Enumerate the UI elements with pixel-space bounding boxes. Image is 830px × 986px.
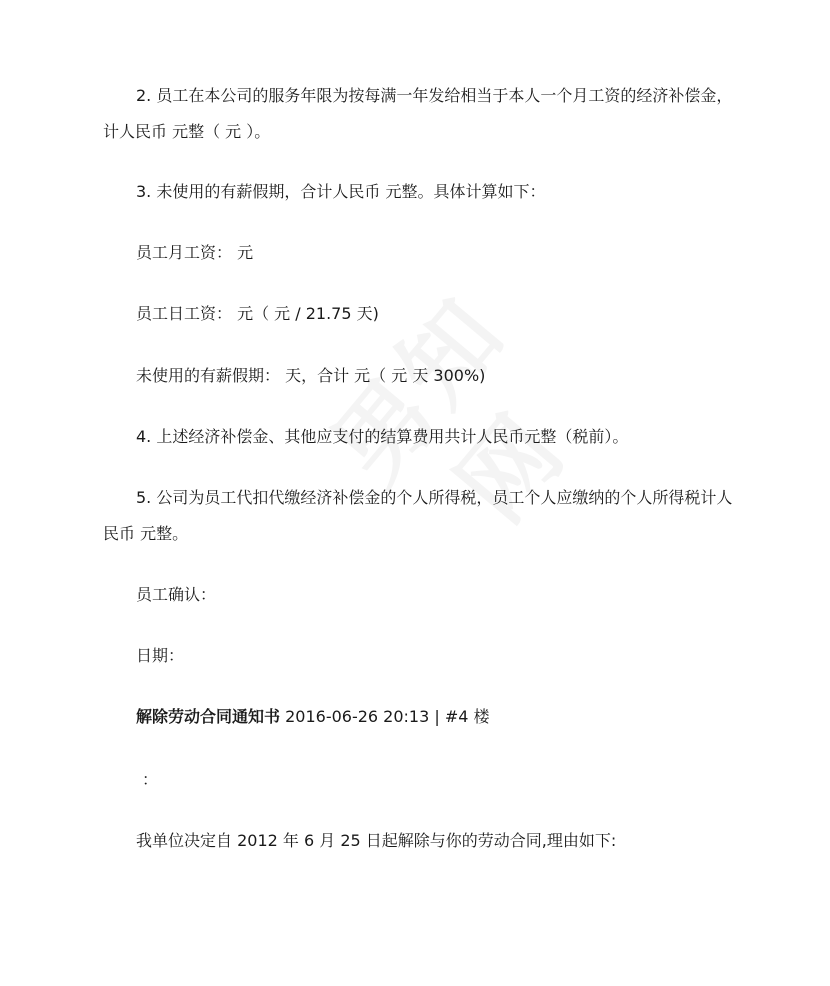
item-5-line-1: 5. 公司为员工代扣代缴经济补偿金的个人所得税，员工个人应缴纳的个人所得税计人 xyxy=(136,488,733,507)
unused-leave-line: 未使用的有薪假期： 天，合计 元（ 元 天 300%) xyxy=(136,366,486,385)
notice-text: 我单位决定自 2012 年 6 月 25 日起解除与你的劳动合同,理由如下: xyxy=(136,831,617,850)
paragraph-item-2 xyxy=(103,78,733,150)
date-label: 日期： xyxy=(136,646,185,665)
item-2-line-1: 2. 员工在本公司的服务年限为按每满一年发给相当于本人一个月工资的经济补偿金， xyxy=(136,86,733,105)
paragraph-item-3: 3. 未使用的有薪假期，合计人民币 元整。具体计算如下： xyxy=(136,182,546,201)
post-header xyxy=(136,699,736,735)
employee-confirm-label: 员工确认： xyxy=(136,585,217,604)
monthly-wage-line: 员工月工资： 元 xyxy=(136,243,254,262)
post-meta: 2016-06-26 20:13 | #4 楼 xyxy=(280,707,490,726)
paragraph-item-4: 4. 上述经济补偿金、其他应支付的结算费用共计人民币元整（税前）。 xyxy=(136,427,629,446)
item-2-line-2: 计人民币 元整（ 元 ）。 xyxy=(103,122,271,141)
item-5-line-2: 民币 元整。 xyxy=(103,524,189,543)
colon-line: ： xyxy=(142,770,159,789)
post-title-link[interactable]: 解除劳动合同通知书 xyxy=(136,707,281,726)
paragraph-item-5 xyxy=(103,480,733,552)
daily-wage-line: 员工日工资： 元（ 元 / 21.75 天) xyxy=(136,304,379,323)
